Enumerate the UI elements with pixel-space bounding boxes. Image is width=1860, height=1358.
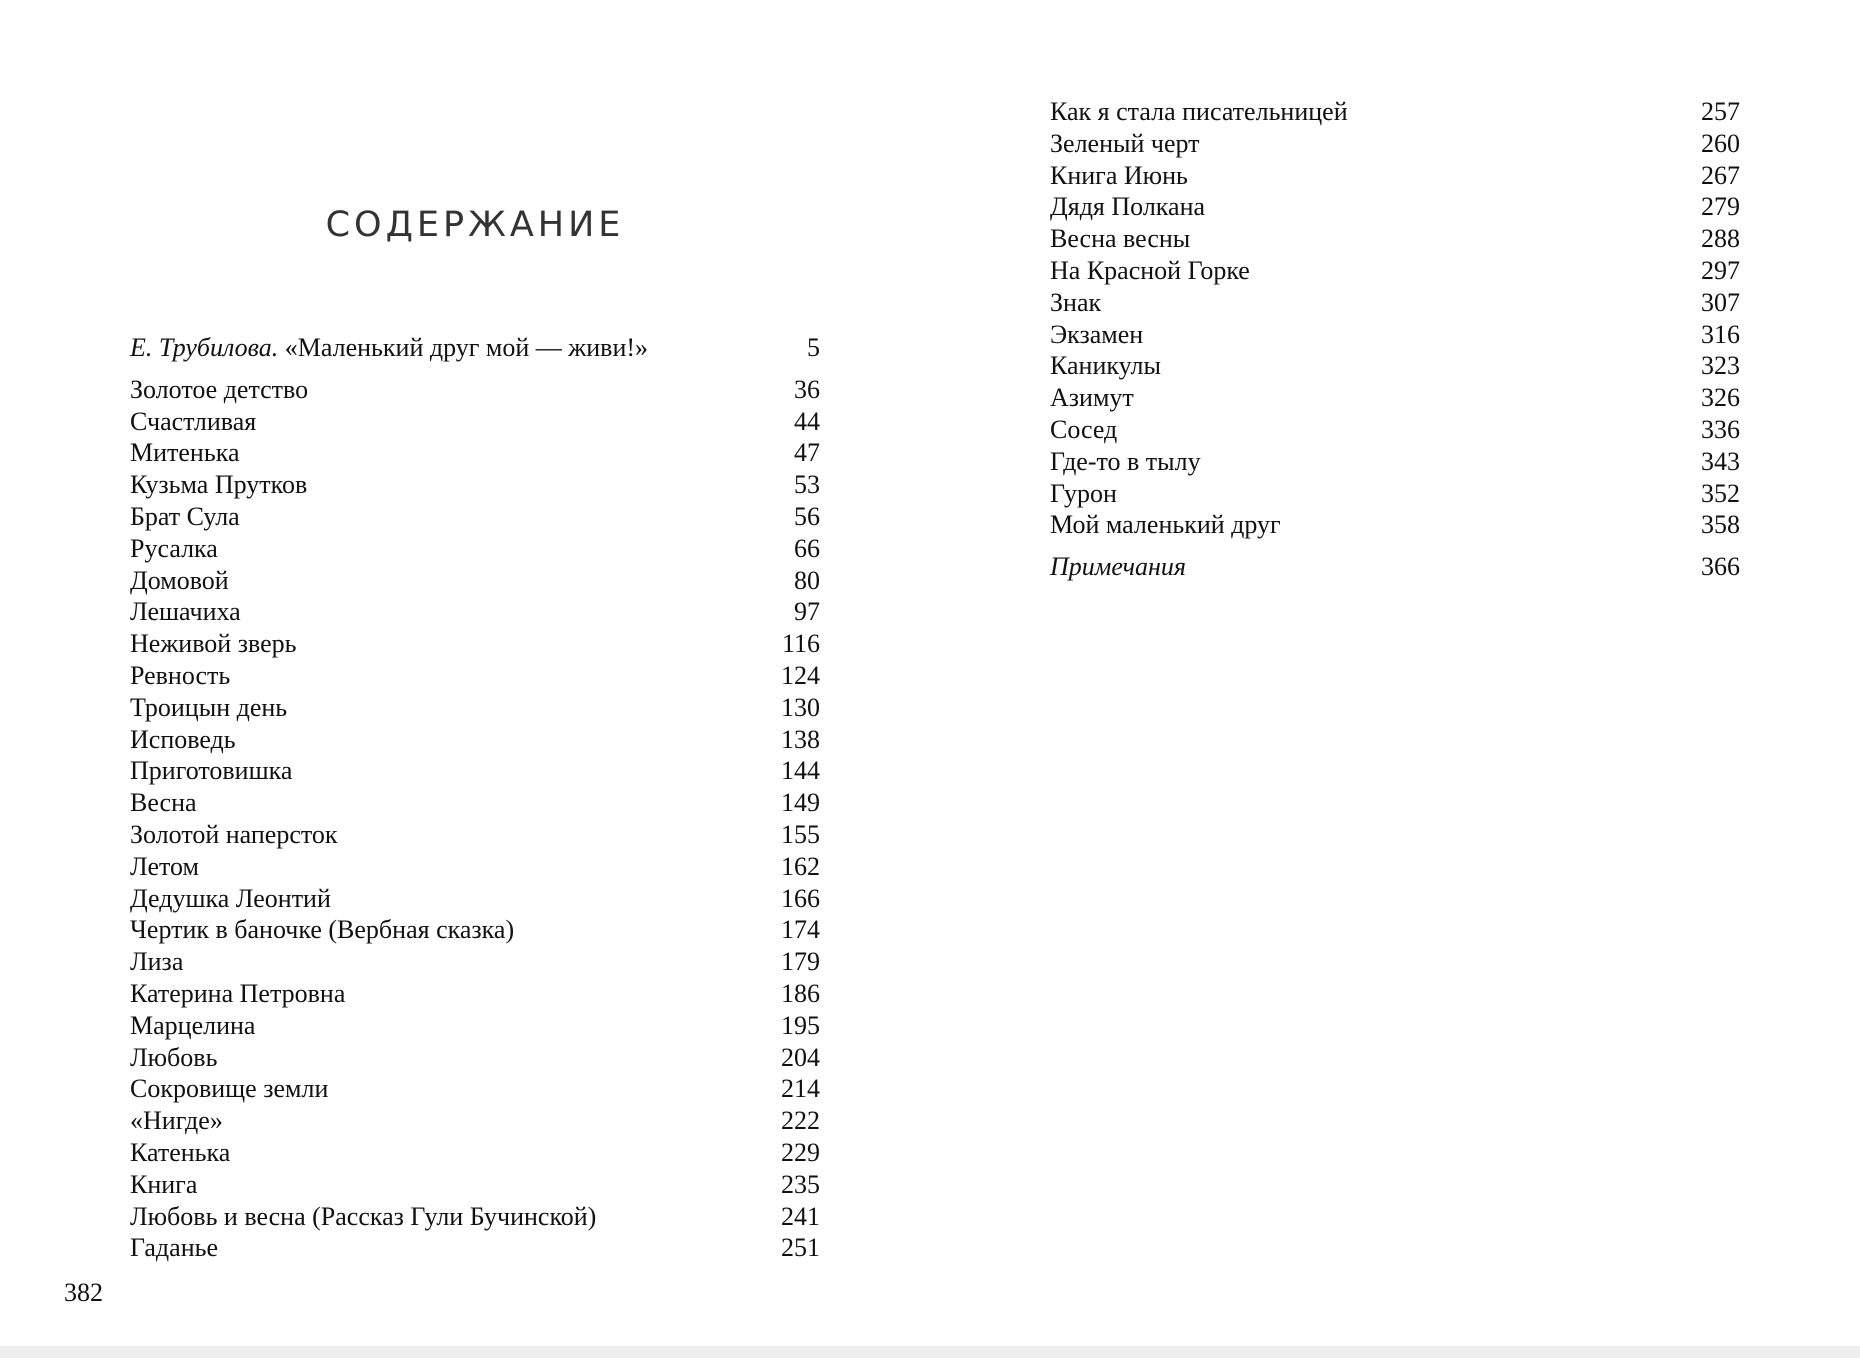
- toc-entry-title: Примечания: [1050, 552, 1186, 582]
- toc-entry: [1050, 191, 1740, 223]
- toc-entry-page: 166: [781, 883, 820, 913]
- toc-entry-title: Летом: [130, 851, 199, 881]
- toc-entry-title: Весна: [130, 788, 197, 818]
- toc-entry-page: 366: [1701, 552, 1740, 582]
- toc-entry-title: Домовой: [130, 565, 229, 595]
- toc-entry-title: Лешачиха: [130, 597, 241, 627]
- scan-bottom-edge: [0, 1346, 1860, 1358]
- toc-entry-title: Экзамен: [1050, 319, 1144, 349]
- page-number: 382: [64, 1278, 103, 1307]
- toc-entry: [130, 1010, 820, 1042]
- intro-page: 5: [807, 333, 820, 362]
- toc-entry-title: Катерина Петровна: [130, 978, 346, 1008]
- toc-entry-page: 195: [781, 1010, 820, 1040]
- toc-entry: [130, 406, 820, 438]
- toc-entry-page: 204: [781, 1042, 820, 1072]
- toc-entry-title: Мой маленький друг: [1050, 510, 1281, 540]
- toc-entry-page: 116: [781, 629, 820, 659]
- toc-entry-title: Кузьма Прутков: [130, 470, 308, 500]
- toc-entry: [130, 1105, 820, 1137]
- toc-entry-page: 241: [781, 1201, 820, 1231]
- toc-entry-page: 267: [1701, 160, 1740, 190]
- toc-entry: [130, 628, 820, 660]
- toc-entry-title: Золотое детство: [130, 374, 309, 404]
- toc-entry-page: 80: [794, 565, 820, 595]
- toc-entry-title: Знак: [1050, 287, 1102, 317]
- toc-entry-title: Брат Сула: [130, 501, 240, 531]
- toc-entry: [1050, 319, 1740, 351]
- toc-entry-page: 326: [1701, 383, 1740, 413]
- toc-entry: [130, 851, 820, 883]
- toc-entry-title: Азимут: [1050, 383, 1134, 413]
- toc-entry-page: 235: [781, 1169, 820, 1199]
- toc-entry: [130, 596, 820, 628]
- toc-entry: [1050, 128, 1740, 160]
- toc-entry-page: 251: [781, 1233, 820, 1263]
- toc-entry-title: Неживой зверь: [130, 629, 297, 659]
- toc-entry: [130, 1232, 820, 1264]
- toc-entry: [130, 469, 820, 501]
- toc-entry-title: Гурон: [1050, 478, 1117, 508]
- toc-entry-page: 149: [781, 788, 820, 818]
- toc-entry-page: 174: [781, 915, 820, 945]
- toc-left-column: [130, 332, 820, 1264]
- toc-entry: [130, 692, 820, 724]
- toc-entry: [130, 1137, 820, 1169]
- toc-entry: [1050, 287, 1740, 319]
- toc-entry: [130, 787, 820, 819]
- toc-entry-page: 260: [1701, 128, 1740, 158]
- toc-entry-page: 279: [1701, 192, 1740, 222]
- toc-entry-title: Троицын день: [130, 692, 288, 722]
- toc-entry-title: Зеленый черт: [1050, 128, 1200, 158]
- toc-entry: [130, 374, 820, 406]
- toc-entry-title: Митенька: [130, 438, 240, 468]
- toc-entry-title: Приготовишка: [130, 756, 293, 786]
- toc-entry-title: Каникулы: [1050, 351, 1161, 381]
- toc-entry-title: Счастливая: [130, 406, 257, 436]
- intro-author: Е. Трубилова.: [130, 333, 279, 362]
- toc-entry-page: 297: [1701, 255, 1740, 285]
- toc-entry: [130, 1169, 820, 1201]
- toc-entry: [130, 978, 820, 1010]
- toc-entry: [130, 565, 820, 597]
- toc-entry: [1050, 478, 1740, 510]
- toc-right-column: [1050, 96, 1740, 583]
- toc-entry-title: Русалка: [130, 533, 218, 563]
- toc-entry-title: Книга: [130, 1169, 198, 1199]
- toc-entry-page: 352: [1701, 478, 1740, 508]
- toc-entry-page: 97: [794, 597, 820, 627]
- intro-title: «Маленький друг мой — живи!»: [284, 333, 649, 362]
- toc-entry: [1050, 509, 1740, 541]
- toc-entry: [130, 1042, 820, 1074]
- toc-entry: [1050, 96, 1740, 128]
- toc-entry-page: 343: [1701, 446, 1740, 476]
- toc-entry-page: 44: [794, 406, 820, 436]
- toc-entry-notes: [1050, 551, 1740, 583]
- toc-entry-intro: [130, 332, 820, 364]
- toc-entry: [1050, 382, 1740, 414]
- toc-entry-page: 124: [781, 660, 820, 690]
- toc-entry-title: Чертик в баночке (Вербная сказка): [130, 915, 515, 945]
- toc-entry: [1050, 446, 1740, 478]
- toc-entry-title: Марцелина: [130, 1010, 256, 1040]
- toc-entry-page: 257: [1701, 97, 1740, 126]
- toc-entry-title: Исповедь: [130, 724, 236, 754]
- toc-entry: [130, 883, 820, 915]
- toc-entry-page: 56: [794, 501, 820, 531]
- toc-entry-title: Сосед: [1050, 414, 1118, 444]
- toc-entry: [130, 533, 820, 565]
- toc-entry-title: Лиза: [130, 947, 184, 977]
- toc-entry-page: 179: [781, 947, 820, 977]
- toc-entry: [1050, 350, 1740, 382]
- toc-entry: [130, 946, 820, 978]
- toc-entry-page: 53: [794, 470, 820, 500]
- toc-entry-title: Катенька: [130, 1137, 231, 1167]
- toc-entry-page: 222: [781, 1106, 820, 1136]
- toc-entry-page: 138: [781, 724, 820, 754]
- toc-entry-page: 155: [781, 819, 820, 849]
- toc-entry-title: Любовь: [130, 1042, 218, 1072]
- toc-entry: [130, 660, 820, 692]
- toc-entry-page: 288: [1701, 224, 1740, 254]
- toc-entry-title: Книга Июнь: [1050, 160, 1188, 190]
- toc-entry-page: 66: [794, 533, 820, 563]
- toc-entry-title: Золотой наперсток: [130, 819, 338, 849]
- toc-entry-title: На Красной Горке: [1050, 255, 1250, 285]
- toc-entry-title: Ревность: [130, 660, 231, 690]
- toc-entry-title: Весна весны: [1050, 224, 1191, 254]
- toc-entry-page: 36: [794, 374, 820, 404]
- toc-entry-page: 336: [1701, 414, 1740, 444]
- toc-entry: [1050, 255, 1740, 287]
- toc-entry-page: 144: [781, 756, 820, 786]
- toc-entry: [1050, 223, 1740, 255]
- toc-entry: [130, 1201, 820, 1233]
- toc-entry-title: Любовь и весна (Рассказ Гули Бучинской): [130, 1201, 597, 1231]
- toc-entry-title: Дядя Полкана: [1050, 192, 1206, 222]
- toc-entry-title: Дедушка Леонтий: [130, 883, 331, 913]
- toc-entry-page: 47: [794, 438, 820, 468]
- toc-entry-page: 162: [781, 851, 820, 881]
- toc-entry-page: 214: [781, 1074, 820, 1104]
- toc-entry: [130, 437, 820, 469]
- toc-entry-page: 307: [1701, 287, 1740, 317]
- toc-entry-title: Сокровище земли: [130, 1074, 329, 1104]
- toc-entry: [130, 1073, 820, 1105]
- toc-entry: [130, 914, 820, 946]
- toc-entry: [130, 724, 820, 756]
- toc-entry-title: Как я стала писательницей: [1050, 97, 1348, 126]
- page-title: СОДЕРЖАНИЕ: [325, 205, 625, 245]
- toc-entry-page: 229: [781, 1137, 820, 1167]
- toc-entry-page: 358: [1701, 510, 1740, 540]
- toc-entry: [130, 755, 820, 787]
- toc-entry: [1050, 414, 1740, 446]
- toc-entry-page: 186: [781, 978, 820, 1008]
- toc-entry-title: Где-то в тылу: [1050, 446, 1201, 476]
- toc-entry: [1050, 160, 1740, 192]
- toc-entry-page: 316: [1701, 319, 1740, 349]
- toc-entry-page: 130: [781, 692, 820, 722]
- toc-entry: [130, 501, 820, 533]
- toc-entry-title: Гаданье: [130, 1233, 219, 1263]
- toc-entry: [130, 819, 820, 851]
- toc-entry-title: «Нигде»: [130, 1106, 223, 1136]
- toc-entry-page: 323: [1701, 351, 1740, 381]
